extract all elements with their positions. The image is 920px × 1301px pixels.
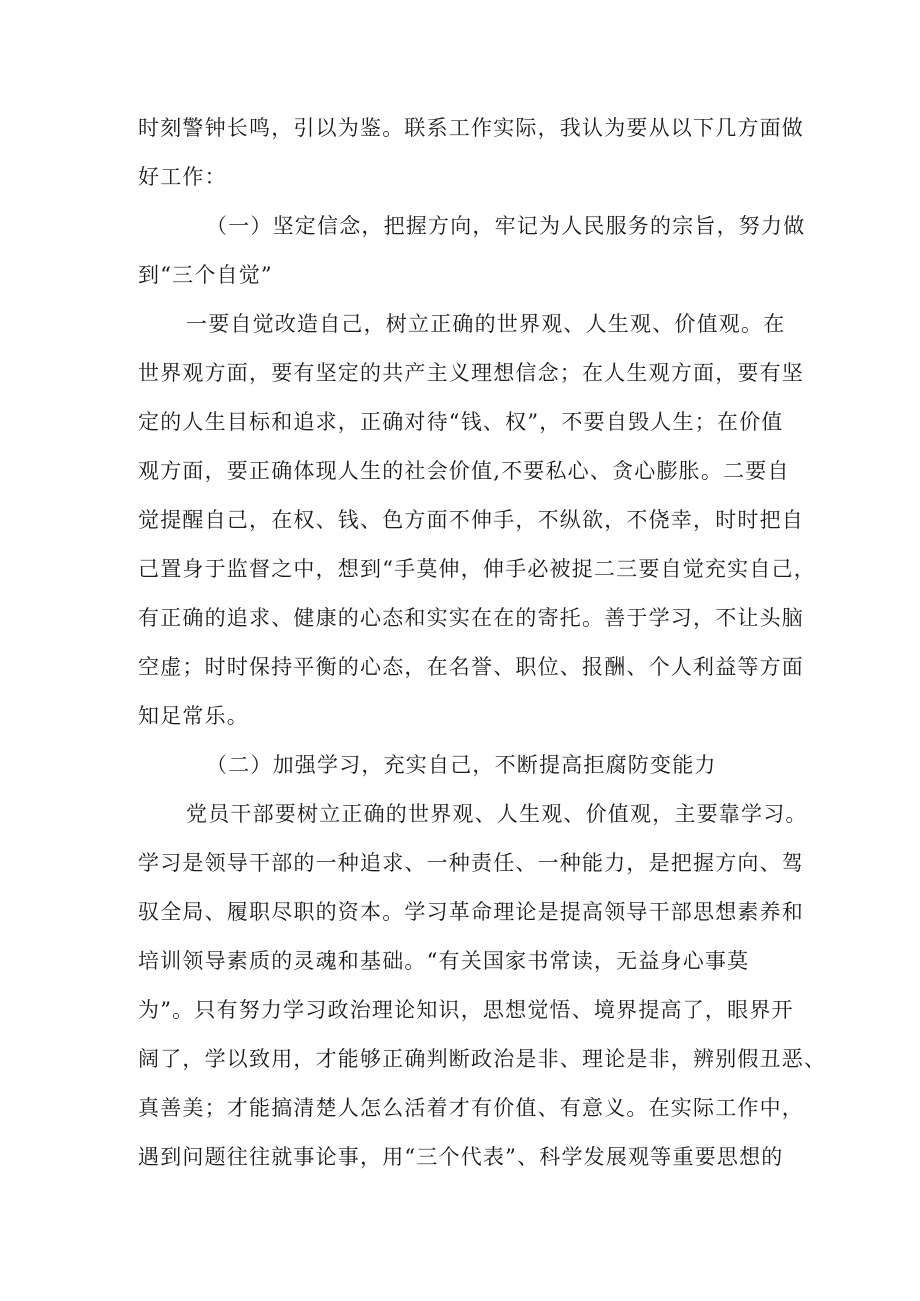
body-text-line: 学习是领导干部的一种追求、一种责任、一种能力，是把握方向、驾 (138, 851, 804, 875)
body-text-line: 阔了，学以致用，才能够正确判断政治是非、理论是非，辨别假丑恶、 (138, 1047, 827, 1071)
paragraph-start: 党员干部要树立正确的世界观、人生观、价值观，主要靠学习。 (186, 802, 808, 826)
body-text-line: 有正确的追求、健康的心态和实实在在的寄托。善于学习，不让头脑 (138, 606, 804, 630)
body-text-line: 观方面，要正确体现人生的社会价值,不要私心、贪心膨胀。二要自 (138, 459, 790, 483)
body-text-line: 好工作： (138, 165, 227, 189)
body-text-line: 觉提醒自己，在权、钱、色方面不伸手，不纵欲，不侥幸，时时把自 (138, 508, 804, 532)
body-text-line: 知足常乐。 (138, 704, 249, 728)
body-text-line: 己置身于监督之中，想到“手莫伸，伸手必被捉二三要自觉充实自己， (138, 557, 816, 581)
section-heading-1-continued: 到“三个自觉” (138, 263, 273, 287)
body-text-line: 定的人生目标和追求，正确对待“钱、权”，不要自毁人生；在价值 (138, 410, 784, 434)
body-text-line: 时刻警钟长鸣，引以为鉴。联系工作实际，我认为要从以下几方面做 (138, 116, 804, 140)
body-text-line: 培训领导素质的灵魂和基础。“有关国家书常读，无益身心事莫 (138, 949, 750, 973)
paragraph-start: 一要自觉改造自己，树立正确的世界观、人生观、价值观。在 (186, 312, 786, 336)
body-text-line: 世界观方面，要有坚定的共产主义理想信念；在人生观方面，要有坚 (138, 361, 804, 385)
body-text-line: 空虚；时时保持平衡的心态，在名誉、职位、报酬、个人利益等方面 (138, 655, 804, 679)
body-text-line: 真善美；才能搞清楚人怎么活着才有价值、有意义。在实际工作中， (138, 1096, 804, 1120)
body-text-line: 驭全局、履职尽职的资本。学习革命理论是提高领导干部思想素养和 (138, 900, 804, 924)
body-text-line: 为”。只有努力学习政治理论知识，思想觉悟、境界提高了，眼界开 (138, 998, 794, 1022)
section-heading-2: （二）加强学习，充实自己，不断提高拒腐防变能力 (206, 753, 717, 777)
section-heading-1: （一）坚定信念，把握方向，牢记为人民服务的宗旨，努力做 (206, 214, 806, 238)
body-text-line: 遇到问题往往就事论事，用“三个代表”、科学发展观等重要思想的 (138, 1145, 784, 1169)
